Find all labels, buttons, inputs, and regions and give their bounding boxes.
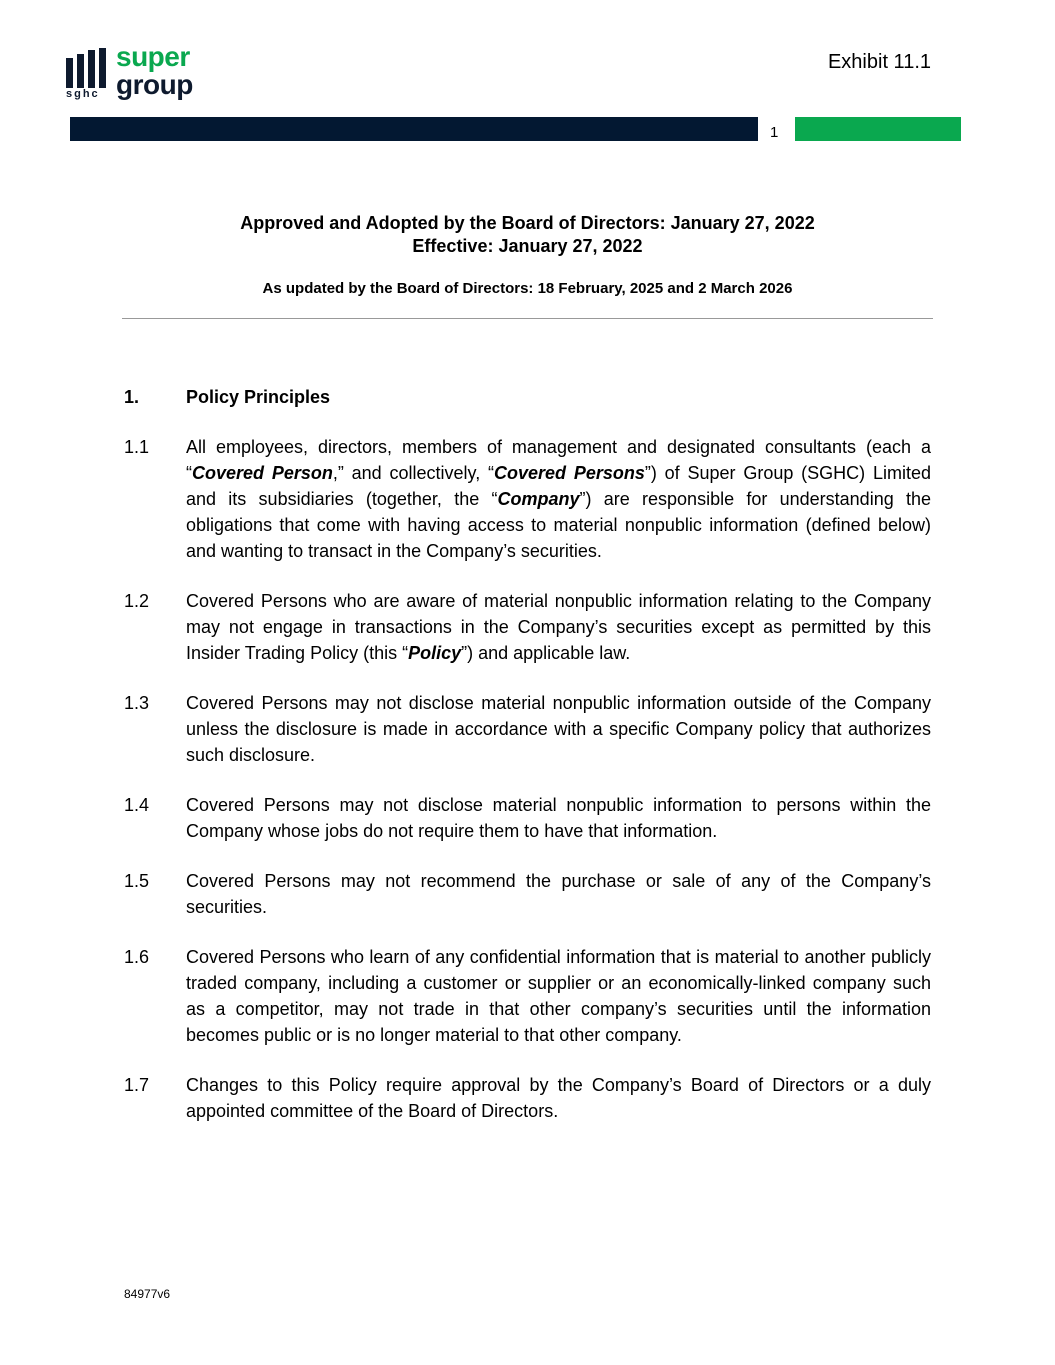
page-number: 1 [770,124,779,141]
company-logo [66,41,206,102]
approval-block [122,212,933,258]
logo-word-bottom: group [116,69,193,100]
defined-term: Covered Persons [494,463,645,483]
clause-text: Covered Persons who learn of any confidential information that is material to another publicly traded company, including a customer or supplier or an economically-linked company such as a competitor, may not trade in that other company’s securities until the information becomes public or is no longer material to that other company. [186,947,931,1045]
effective-line: Effective: January 27, 2022 [412,236,643,256]
clause-text: Covered Persons may not disclose material nonpublic information outside of the Company unless the disclosure is made in accordance with a specific Company policy that authorizes such disclosure. [186,693,931,765]
clause-number: 1.6 [124,947,150,967]
updated-line: As updated by the Board of Directors: 18 February, 2025 and 2 March 2026 [262,280,793,297]
clause-1-6 [124,944,931,1048]
header-band-dark [70,117,758,141]
divider [122,318,933,319]
document-code: 84977v6 [124,1287,171,1301]
defined-term: Covered Person [192,463,333,483]
section-title: Policy Principles [186,387,331,407]
clause-number: 1.2 [124,591,150,611]
section-number: 1. [124,387,140,407]
clause-1-3 [124,690,931,768]
clause-number: 1.5 [124,871,150,891]
clause-number: 1.3 [124,693,150,713]
clause-number: 1.1 [124,437,150,457]
clause-number: 1.7 [124,1075,150,1095]
clause-1-4 [124,792,931,844]
clause-text: All employees, directors, members of management and designated consultants (each a “Covered Person,” and collectively, “Covered Persons”) of Super Group (SGHC) Limited and its subsidiaries (together, the “Company”) are responsible for understanding the obligations that come with having access to material nonpublic information (defined below) and wanting to transact in the Company’s securities. [186,437,932,561]
header-band-green [795,117,961,141]
clause-list [124,434,931,1148]
clause-text: Covered Persons may not recommend the purchase or sale of any of the Company’s securities. [186,871,931,917]
exhibit-label: Exhibit 11.1 [827,51,931,73]
section-heading [124,385,330,409]
clause-1-5 [124,868,931,920]
logo-mark-text: sghc [66,88,100,100]
logo-bars-icon [66,48,108,88]
clause-text: Covered Persons who are aware of material nonpublic information relating to the Company may not engage in transactions in the Company’s securities except as permitted by this Insider Trading Policy (this “Policy”) and applicable law. [186,591,931,663]
clause-number: 1.4 [124,795,150,815]
defined-term: Policy [408,643,462,663]
clause-text: Changes to this Policy require approval by the Company’s Board of Directors or a duly appointed committee of the Board of Directors. [186,1075,931,1121]
clause-1-7 [124,1072,931,1124]
clause-text: Covered Persons may not disclose material nonpublic information to persons within the Company whose jobs do not require them to have that information. [186,795,931,841]
logo-word-top: super [116,41,190,72]
clause-1-1 [124,434,931,564]
clause-1-2 [124,588,931,666]
approval-line: Approved and Adopted by the Board of Directors: January 27, 2022 [240,213,815,233]
defined-term: Company [497,489,580,509]
